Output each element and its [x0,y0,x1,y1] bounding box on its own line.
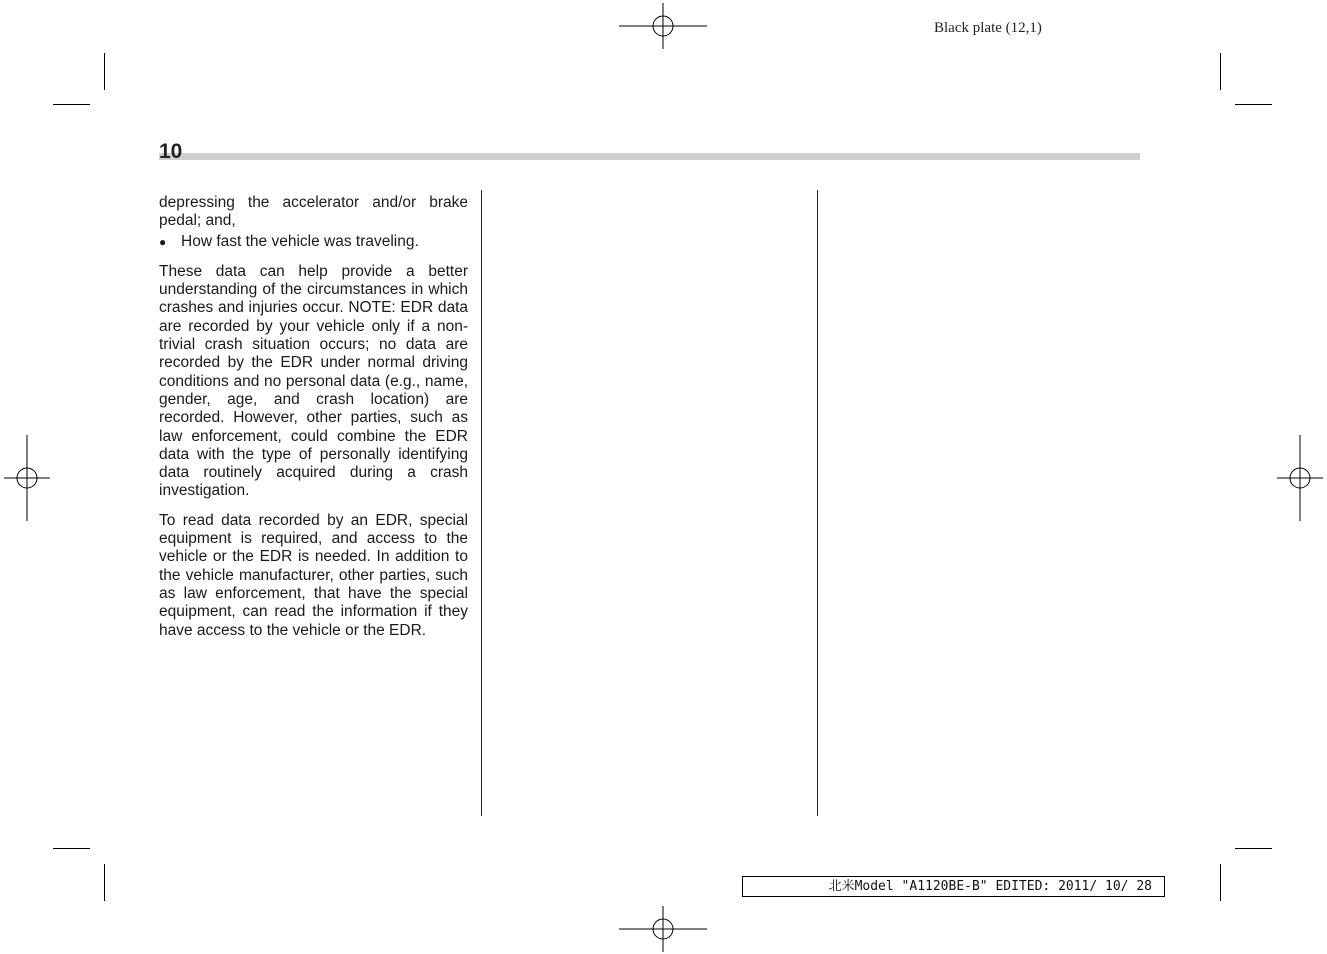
registration-mark-icon [1277,435,1323,521]
column-divider [481,190,482,816]
page-number: 10 [159,140,183,163]
body-paragraph: These data can help provide a better understanding of the circumstances in which crashes and injuries occur. NOTE: EDR data are recorded by your vehicle only if a non-trivial crash situation occurs; no data are recorded by the EDR under normal driving conditions and no personal data (e.g., name, gender, age, and crash location) are recorded. However, other parties, such as law enforcement, could combine the EDR data with the type of personally identifying data routinely acquired during a crash investigation. [159,262,468,500]
registration-mark-icon [619,3,707,49]
text-column [159,194,468,651]
edit-stamp: 北米Model "A1120BE-B" EDITED: 2011/ 10/ 28 [742,876,1165,897]
column-divider [817,190,818,816]
crop-mark [104,53,105,90]
crop-mark [53,104,90,105]
bullet-icon: ● [159,234,167,249]
crop-mark [1220,53,1221,90]
list-item [159,233,468,251]
registration-mark-icon [4,435,50,521]
crop-mark [1235,848,1272,849]
list-item-text: How fast the vehicle was traveling. [181,232,419,250]
crop-mark [1220,864,1221,901]
crop-mark [53,848,90,849]
body-paragraph: To read data recorded by an EDR, special equipment is required, and access to the vehicle or the EDR is needed. In addition to the vehicle manufacturer, other parties, such as law enforcement, that have the special equipment, can read the information if they have access to the vehicle or the EDR. [159,511,468,639]
crop-mark [1235,104,1272,105]
crop-mark [104,864,105,901]
registration-mark-icon [619,906,707,952]
continued-paragraph: depressing the accelerator and/or brake pedal; and, [159,194,468,230]
header-rule [159,153,1140,160]
plate-label: Black plate (12,1) [934,20,1042,36]
